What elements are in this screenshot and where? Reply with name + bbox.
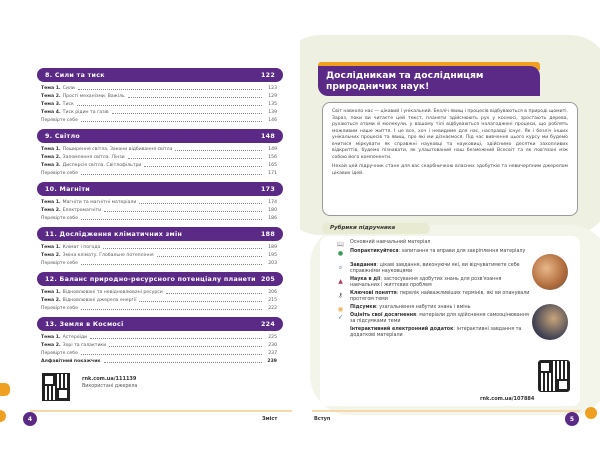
rubric-desc: : узагальнення набутих знань і вмінь xyxy=(376,305,471,310)
leader-dots xyxy=(144,163,262,167)
magnifier-icon: ⌕ xyxy=(338,264,343,271)
leader-dots xyxy=(81,118,262,122)
toc-section xyxy=(37,317,283,365)
orange-dot xyxy=(585,407,597,419)
section-page: 224 xyxy=(260,320,275,328)
topic-label: Тема 1. xyxy=(41,85,61,91)
page-heading: Дослідникам та дослідницям природничих наук! xyxy=(318,66,540,96)
right-page xyxy=(300,0,600,467)
section-page: 122 xyxy=(260,71,275,79)
leader-dots xyxy=(175,147,262,151)
topic-page: 237 xyxy=(268,350,277,356)
orange-tab xyxy=(0,383,10,396)
topic-title: Перевірте себе xyxy=(41,170,78,176)
key-icon: ⚷ xyxy=(338,292,343,299)
toc-row[interactable] xyxy=(37,92,283,100)
qr-link[interactable]: rnk.com.ua/107884 xyxy=(480,396,535,402)
toc-row[interactable] xyxy=(37,288,283,296)
topic-title: Відновлювані та невідновлювані ресурси xyxy=(62,289,163,295)
lightbulb-icon: ● xyxy=(337,250,344,257)
topic-title: Електромагніти xyxy=(62,207,102,213)
topic-page: 156 xyxy=(268,154,277,160)
topic-title: Перевірте себе xyxy=(41,260,78,266)
topic-title: Сили xyxy=(62,85,75,91)
toc-row[interactable] xyxy=(37,259,283,267)
section-title: 9. Світло xyxy=(45,132,81,140)
topic-title: Дисперсія світла. Світлофільтри xyxy=(62,162,142,168)
rubric-name: Попрактикуйтеся xyxy=(350,249,399,254)
page-number: 4 xyxy=(23,412,37,426)
toc-row[interactable] xyxy=(37,243,283,251)
toc-row[interactable] xyxy=(37,341,283,349)
toc-row[interactable] xyxy=(37,206,283,214)
toc-row[interactable] xyxy=(37,333,283,341)
toc-row[interactable] xyxy=(37,357,283,365)
topic-title: Перевірте себе xyxy=(41,215,78,221)
topic-page: 171 xyxy=(268,170,277,176)
leader-dots xyxy=(109,343,262,347)
footer-line xyxy=(312,410,580,412)
topic-title: Зміна клімату. Глобальне потепління xyxy=(62,252,154,258)
topic-label: Тема 2. xyxy=(41,297,61,303)
leader-dots xyxy=(78,86,262,90)
section-title: 10. Магніти xyxy=(45,185,91,193)
section-header[interactable] xyxy=(37,182,283,196)
topic-title: Перевірте себе xyxy=(41,117,78,123)
topic-page: 186 xyxy=(268,215,277,221)
footer-line xyxy=(30,410,292,412)
toc-section xyxy=(37,68,283,124)
topic-page: 239 xyxy=(267,358,277,364)
section-title: 12. Баланс природно-ресурсного потенціалу планети xyxy=(45,275,256,283)
topic-label: Тема 2. xyxy=(41,93,61,99)
leader-dots xyxy=(128,94,262,98)
toc-row[interactable] xyxy=(37,349,283,357)
topic-title: Перевірте себе xyxy=(41,350,78,356)
rubric-name: Наука в дії xyxy=(350,277,381,282)
topic-page: 215 xyxy=(268,297,277,303)
page-number: 5 xyxy=(565,412,579,426)
topic-page: 129 xyxy=(268,93,277,99)
topic-page: 149 xyxy=(268,146,277,152)
toc-section xyxy=(37,272,283,312)
topic-title: Перевірте себе xyxy=(41,305,78,311)
rubric-item xyxy=(338,263,532,276)
topic-page: 206 xyxy=(268,289,277,295)
rubric-item xyxy=(338,277,532,290)
rubric-desc: : інтерактивні завдання та додаткові матеріали xyxy=(350,327,522,339)
leader-dots xyxy=(139,298,262,302)
topic-page: 139 xyxy=(268,109,277,115)
leader-dots xyxy=(104,208,262,212)
topic-title: Поширення світла. Закони відбивання світла xyxy=(62,146,173,152)
topic-title: Алфавітний покажчик xyxy=(41,358,101,364)
rubric-item xyxy=(337,249,532,257)
rubric-item xyxy=(350,327,532,340)
qr-code[interactable] xyxy=(538,360,570,392)
topic-page: 189 xyxy=(268,244,277,250)
leader-dots xyxy=(157,253,262,257)
topic-page: 230 xyxy=(268,342,277,348)
topic-title: Прості механізми. Важіль xyxy=(62,93,125,99)
topic-title: Зорі та галактики xyxy=(62,342,107,348)
toc-section xyxy=(37,129,283,177)
qr-caption: Використані джерела xyxy=(82,384,138,389)
toc-row[interactable] xyxy=(37,198,283,206)
section-header[interactable] xyxy=(37,68,283,82)
section-page: 173 xyxy=(260,185,275,193)
toc-row[interactable] xyxy=(37,304,283,312)
topic-page: 123 xyxy=(268,85,277,91)
topic-label: Тема 1. xyxy=(41,289,61,295)
section-page: 188 xyxy=(260,230,275,238)
leader-dots xyxy=(112,110,262,114)
section-title: 11. Дослідження кліматичних змін xyxy=(45,230,183,238)
topic-page: 180 xyxy=(268,207,277,213)
rubric-desc: : застосування здобутих знань для розв'язання навчальних і життєвих проблем xyxy=(350,277,502,289)
qr-link[interactable]: rnk.com.ua/111139 xyxy=(82,376,137,382)
leader-dots xyxy=(104,359,262,363)
topic-label: Тема 3. xyxy=(41,101,61,107)
section-header[interactable] xyxy=(37,317,283,331)
rubric-item xyxy=(337,313,532,326)
rubric-name: Ключові поняття xyxy=(350,291,397,296)
photo-student xyxy=(532,254,568,290)
section-page: 148 xyxy=(260,132,275,140)
toc-row[interactable] xyxy=(37,145,283,153)
topic-label: Тема 3. xyxy=(41,162,61,168)
topic-page: 146 xyxy=(268,117,277,123)
topic-page: 165 xyxy=(268,162,277,168)
toc-row[interactable] xyxy=(37,296,283,304)
section-title: 13. Земля в Космосі xyxy=(45,320,124,328)
rubric-name: Підсумки xyxy=(350,305,377,310)
photo-students xyxy=(532,304,568,340)
toc-row[interactable] xyxy=(37,84,283,92)
leader-dots xyxy=(81,261,262,265)
leader-dots xyxy=(166,290,262,294)
topic-page: 225 xyxy=(268,334,277,340)
toc-row[interactable] xyxy=(37,100,283,108)
topic-label: Тема 1. xyxy=(41,199,61,205)
rubric-desc: : цікаві завдання, виконуючи які, ви відчуватимете себе справжніми науковцями xyxy=(350,263,520,275)
topic-title: Магніти та магнітні матеріали xyxy=(62,199,137,205)
topic-page: 135 xyxy=(268,101,277,107)
rubric-item xyxy=(338,291,532,304)
section-header[interactable] xyxy=(37,227,283,241)
leader-dots xyxy=(90,335,262,339)
toc-row[interactable] xyxy=(37,108,283,116)
leader-dots xyxy=(81,216,262,220)
topic-label: Тема 1. xyxy=(41,244,61,250)
topic-title: Відновлювані джерела енергії xyxy=(62,297,137,303)
rubric-desc: : перелік найважливіших термінів, які ви опанували протягом теми xyxy=(350,291,530,303)
topic-page: 222 xyxy=(268,305,277,311)
topic-title: Астероїди xyxy=(62,334,87,340)
rubric-desc: Основний навчальний матеріал xyxy=(350,240,431,245)
toc-section xyxy=(37,227,283,267)
toc-row[interactable] xyxy=(37,169,283,177)
toc-section xyxy=(37,182,283,222)
summary-icon: ● xyxy=(337,306,344,313)
rubrics-title: Рубрики підручника xyxy=(322,223,430,234)
topic-title: Тиск рідин та газів xyxy=(62,109,109,115)
intro-paragraph: Світ навколо нас — цікавий і унікальний. Безліч явищ і процесів відбуваються в природі щомиті. Зараз, поки ви читаєте цей текст, планети здійснюють рух у космосі, зростають дерева, рухаються атоми й молекули, у вашому тілі відбуваються налагоджені процеси, що роблять можливим наше життя. І це все, хоч і невидиме для нас, насправді існує. Як і безліч інших унікальних процесів та явищ, про які ми дізнаємося. Під час вивчення цього курсу ми будемо вчитися міркувати як справжні науковці та науковиці, здійснимо десятки захопливих відкриттів, будемо пізнавати, як улаштований наш безмежний Всесвіт та як пов'язані між собою його компоненти. xyxy=(332,109,568,160)
topic-label: Тема 1. xyxy=(41,334,61,340)
rubric-item xyxy=(336,240,532,248)
book-icon: 📖 xyxy=(336,241,345,248)
leader-dots xyxy=(81,351,262,355)
intro-paragraph: Нехай цей підручник стане для вас скарбничкою власних здобутків та невичерпним джерелом цікавих ідей. xyxy=(332,164,568,176)
footer-title: Зміст xyxy=(262,416,278,422)
toc-row[interactable] xyxy=(37,214,283,222)
leader-dots xyxy=(77,102,262,106)
topic-label: Тема 2. xyxy=(41,342,61,348)
section-header[interactable] xyxy=(37,129,283,143)
leader-dots xyxy=(139,200,262,204)
toc-row[interactable] xyxy=(37,161,283,169)
checkmark-icon: ✓ xyxy=(337,314,344,321)
orange-dot xyxy=(0,410,6,422)
topic-title: Тиск xyxy=(62,101,74,107)
flask-icon: ▲ xyxy=(338,278,343,285)
leader-dots xyxy=(81,171,262,175)
rubrics-card xyxy=(320,236,580,406)
table-of-contents xyxy=(37,68,283,370)
topic-label: Тема 2. xyxy=(41,252,61,258)
topic-page: 174 xyxy=(268,199,277,205)
topic-label: Тема 1. xyxy=(41,146,61,152)
section-header[interactable] xyxy=(37,272,283,286)
leader-dots xyxy=(81,306,262,310)
qr-code[interactable] xyxy=(42,373,70,401)
leader-dots xyxy=(103,245,262,249)
rubric-item xyxy=(337,305,532,313)
topic-label: Тема 4. xyxy=(41,109,61,115)
rubric-name: Оцініть свої досягнення xyxy=(350,313,417,318)
section-page: 205 xyxy=(260,275,275,283)
rubric-name: Інтерактивний електронний додаток xyxy=(350,327,454,332)
toc-row[interactable] xyxy=(37,116,283,124)
rubric-desc: : запитання та вправи для закріплення матеріалу xyxy=(398,249,526,254)
topic-page: 195 xyxy=(268,252,277,258)
topic-label: Тема 2. xyxy=(41,207,61,213)
topic-label: Тема 2. xyxy=(41,154,61,160)
rubric-name: Завдання xyxy=(350,263,377,268)
rubric-desc: : матеріали для здійснення самооцінювання за підсумками теми xyxy=(350,313,529,325)
footer-title: Вступ xyxy=(314,416,331,422)
toc-row[interactable] xyxy=(37,153,283,161)
topic-title: Заломлення світла. Лінзи xyxy=(62,154,125,160)
intro-box xyxy=(322,102,578,216)
topic-title: Клімат і погода xyxy=(62,244,101,250)
section-title: 8. Сили та тиск xyxy=(45,71,105,79)
toc-row[interactable] xyxy=(37,251,283,259)
topic-page: 203 xyxy=(268,260,277,266)
leader-dots xyxy=(128,155,262,159)
